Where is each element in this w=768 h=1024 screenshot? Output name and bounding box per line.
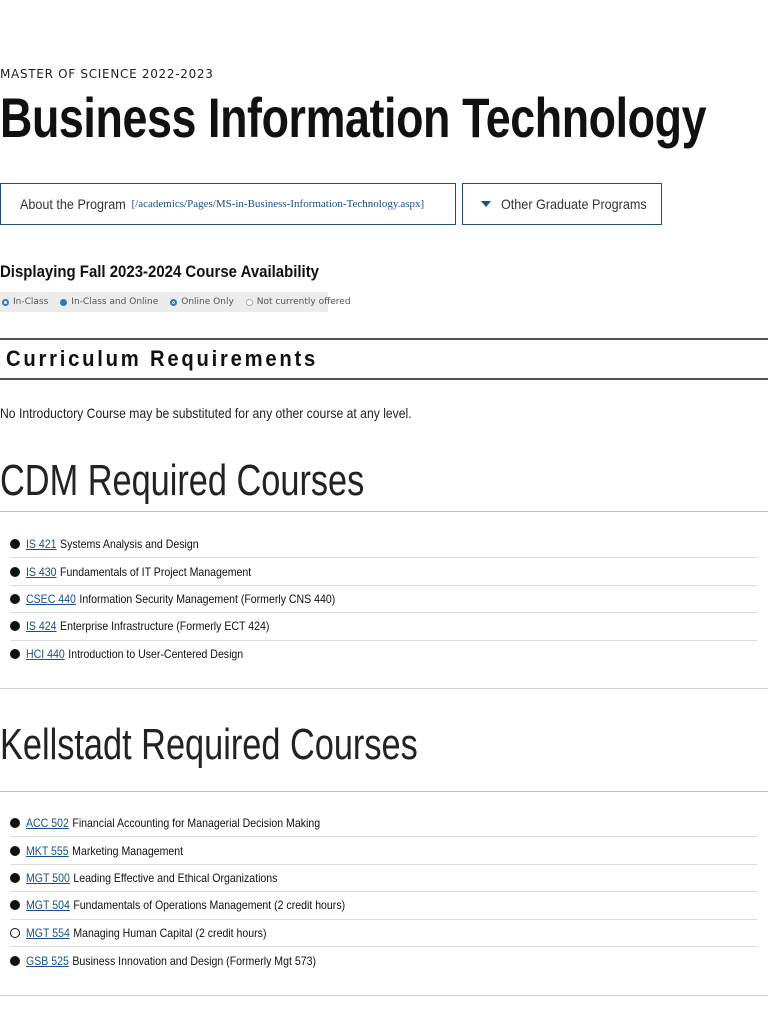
course-name: Introduction to User-Centered Design [68,647,244,662]
curriculum-note: No Introductory Course may be substituted for any other course at any level. [0,405,412,421]
course-item [10,613,757,640]
legend-online-only-label: Online Only [181,297,234,307]
group-divider [0,511,768,512]
legend-in-class-online-label: In-Class and Online [71,297,159,307]
course-item [10,810,757,837]
availability-legend [0,292,351,312]
other-programs-label: Other Graduate Programs [501,196,647,212]
in-class-online-icon [10,539,20,549]
course-code-link[interactable]: IS 421 [26,537,57,552]
in-class-online-icon [10,621,20,631]
course-code-link[interactable]: ACC 502 [26,816,69,831]
group-title-cdm: CDM Required Courses [0,456,365,505]
other-programs-dropdown[interactable] [462,183,662,225]
legend-in-class-label: In-Class [13,297,49,307]
course-code-link[interactable]: MGT 500 [26,870,70,885]
in-class-icon [10,928,20,938]
in-class-online-icon [10,594,20,604]
group-end-divider [0,688,768,689]
about-program-label: About the Program [20,196,126,212]
page-title: Business Information Technology [0,86,707,149]
course-code-link[interactable]: HCI 440 [26,647,65,662]
in-class-online-icon [10,956,20,966]
in-class-online-icon [10,818,20,828]
course-name: Fundamentals of Operations Management (2 credit hours) [73,898,346,913]
course-item [10,586,757,613]
course-item [10,531,757,558]
about-program-button[interactable] [0,183,456,225]
group-end-divider [0,995,768,996]
course-code-link[interactable]: IS 424 [26,619,57,634]
course-name: Managing Human Capital (2 credit hours) [73,925,267,940]
group-title-kellstadt: Kellstadt Required Courses [0,720,418,769]
legend-in-class [2,297,48,307]
curriculum-section-header [0,338,768,380]
course-item [10,892,757,919]
course-list-cdm [10,531,757,668]
course-item [10,641,757,668]
not-offered-icon [246,299,253,306]
in-class-online-icon [10,900,20,910]
course-name: Marketing Management [72,843,184,858]
in-class-online-icon [10,873,20,883]
course-code-link[interactable]: MGT 554 [26,925,70,940]
legend-in-class-online [60,297,158,307]
course-item [10,947,757,974]
in-class-online-icon [10,567,20,577]
in-class-online-icon [10,846,20,856]
course-name: Enterprise Infrastructure (Formerly ECT 424) [60,619,270,634]
course-name: Systems Analysis and Design [60,537,199,552]
course-item [10,865,757,892]
legend-not-offered [246,297,351,307]
course-item [10,837,757,864]
caret-down-icon [481,201,491,207]
in-class-icon [2,299,9,306]
in-class-online-icon [10,649,20,659]
course-name: Financial Accounting for Managerial Decision Making [72,816,321,831]
course-code-link[interactable]: IS 430 [26,564,57,579]
curriculum-heading: Curriculum Requirements [6,346,319,371]
course-name: Fundamentals of IT Project Management [60,564,252,579]
course-code-link[interactable]: MGT 504 [26,898,70,913]
course-item [10,558,757,585]
course-name: Business Innovation and Design (Formerly Mgt 573) [72,953,316,968]
program-eyebrow: MASTER OF SCIENCE 2022-2023 [0,67,214,81]
course-item [10,920,757,947]
course-code-link[interactable]: MKT 555 [26,843,69,858]
online-only-icon [170,299,177,306]
group-divider [0,791,768,792]
course-code-link[interactable]: CSEC 440 [26,591,76,606]
course-name: Leading Effective and Ethical Organizations [73,870,278,885]
course-code-link[interactable]: GSB 525 [26,953,69,968]
in-class-online-icon [60,299,67,306]
legend-not-offered-label: Not currently offered [256,297,351,307]
course-list-kellstadt [10,810,757,974]
about-program-url[interactable]: [/academics/Pages/MS-in-Business-Information-Technology.aspx] [131,198,425,210]
availability-title: Displaying Fall 2023-2024 Course Availability [0,262,320,281]
legend-online-only [170,297,234,307]
course-name: Information Security Management (Formerly CNS 440) [79,591,336,606]
